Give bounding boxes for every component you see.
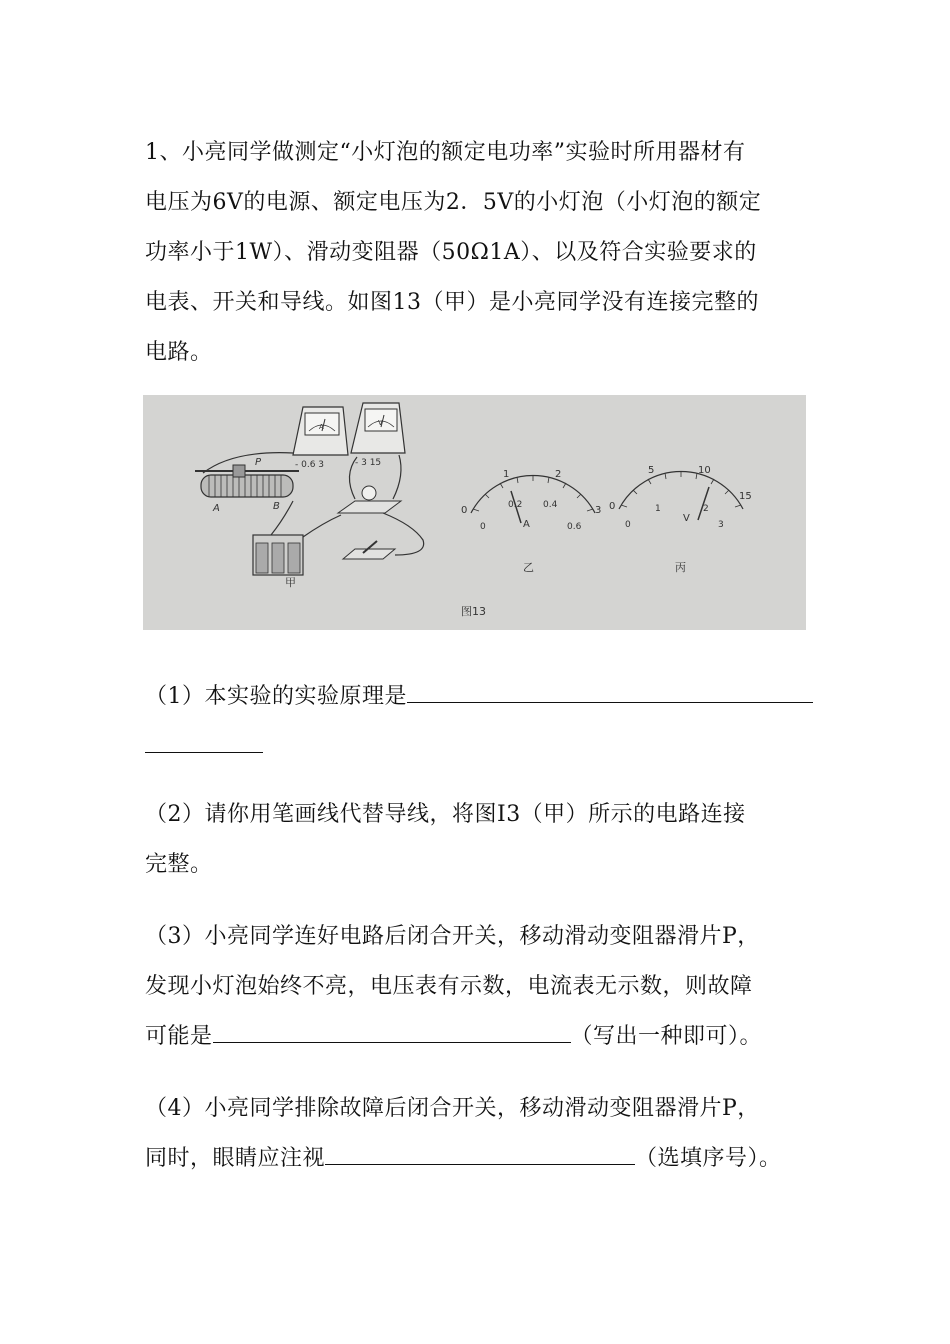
ammeter-unit: A xyxy=(523,519,530,530)
q1-text: （1）本实验的实验原理是 xyxy=(145,684,407,709)
intro-line-1: 1、小亮同学做测定“小灯泡的额定电功率”实验时所用器材有 xyxy=(145,140,746,165)
figure-caption: 图13 xyxy=(461,605,486,618)
question-2 xyxy=(145,790,825,890)
voltmeter-inner-0: 0 xyxy=(625,520,631,530)
ammeter-ticks xyxy=(473,475,593,511)
label-yi: 乙 xyxy=(523,561,534,574)
intro-paragraph xyxy=(145,128,825,378)
voltmeter-inner-3: 3 xyxy=(718,520,724,530)
q3-answer-blank[interactable] xyxy=(213,1020,571,1043)
q1-answer-blank[interactable] xyxy=(407,680,813,703)
voltmeter-terminals: - 3 15 xyxy=(355,458,382,468)
voltmeter-inner-1: 1 xyxy=(655,504,661,514)
ammeter-symbol: A xyxy=(319,423,324,431)
ammeter-outer-2: 2 xyxy=(555,469,562,480)
ammeter-dial xyxy=(461,469,601,574)
rheostat-label-b: B xyxy=(273,501,280,512)
ammeter-outer-0: 0 xyxy=(461,505,468,516)
question-3 xyxy=(145,912,825,1062)
q3-line-3-suffix: （写出一种即可）。 xyxy=(570,1024,763,1049)
q3-line-2: 发现小灯泡始终不亮，电压表有示数，电流表无示数，则故障 xyxy=(145,974,753,999)
q4-line-2-suffix: （选填序号）。 xyxy=(635,1146,782,1171)
question-1 xyxy=(145,672,845,772)
battery-device xyxy=(253,535,303,589)
rheostat-label-a: A xyxy=(213,503,220,514)
ammeter-terminals: - 0.6 3 xyxy=(295,460,325,470)
q1-answer-blank-2[interactable] xyxy=(145,730,263,753)
label-bing: 丙 xyxy=(675,561,686,574)
voltmeter-outer-1: 5 xyxy=(648,465,655,476)
intro-line-4: 电表、开关和导线。如图13（甲）是小亮同学没有连接完整的 xyxy=(145,290,759,315)
ammeter-inner-0: 0 xyxy=(480,522,486,532)
voltmeter-inner-2: 2 xyxy=(703,504,709,514)
voltmeter-outer-2: 10 xyxy=(698,465,711,476)
ammeter-inner-2: 0.4 xyxy=(543,500,558,510)
q3-line-3-prefix: 可能是 xyxy=(145,1024,213,1049)
q4-answer-blank[interactable] xyxy=(325,1142,635,1165)
ammeter-inner-1: 0.2 xyxy=(508,500,523,510)
switch-device xyxy=(343,541,395,559)
rheostat-label-p: P xyxy=(255,457,262,468)
q3-line-1: （3）小亮同学连好电路后闭合开关，移动滑动变阻器滑片P， xyxy=(145,924,760,949)
ammeter-outer-3: 3 xyxy=(595,505,602,516)
label-jia: 甲 xyxy=(285,576,296,589)
intro-line-2: 电压为6V的电源、额定电压为2．5V的小灯泡（小灯泡的额定 xyxy=(145,190,762,215)
q4-line-1: （4）小亮同学排除故障后闭合开关，移动滑动变阻器滑片P， xyxy=(145,1096,760,1121)
voltmeter-device xyxy=(351,403,405,468)
ammeter-inner-3: 0.6 xyxy=(567,522,582,532)
voltmeter-ticks xyxy=(621,471,741,507)
voltmeter-outer-0: 0 xyxy=(609,501,616,512)
q4-line-2-prefix: 同时，眼睛应注视 xyxy=(145,1146,326,1171)
voltmeter-symbol: V xyxy=(378,419,383,427)
ammeter-device xyxy=(293,407,348,470)
rheostat-device xyxy=(195,457,299,514)
lamp-device xyxy=(338,486,401,513)
voltmeter-unit: V xyxy=(683,513,690,524)
voltmeter-dial xyxy=(609,465,752,574)
voltmeter-outer-3: 15 xyxy=(739,491,752,502)
q2-line-2: 完整。 xyxy=(145,852,213,877)
ammeter-outer-1: 1 xyxy=(503,469,510,480)
question-4 xyxy=(145,1084,825,1184)
q2-line-1: （2）请你用笔画线代替导线，将图I3（甲）所示的电路连接 xyxy=(145,802,746,827)
circuit-diagram xyxy=(143,395,806,630)
intro-line-3: 功率小于1W）、滑动变阻器（50Ω1A）、以及符合实验要求的 xyxy=(145,240,757,265)
intro-line-5: 电路。 xyxy=(145,340,213,365)
circuit-figure xyxy=(143,395,806,630)
